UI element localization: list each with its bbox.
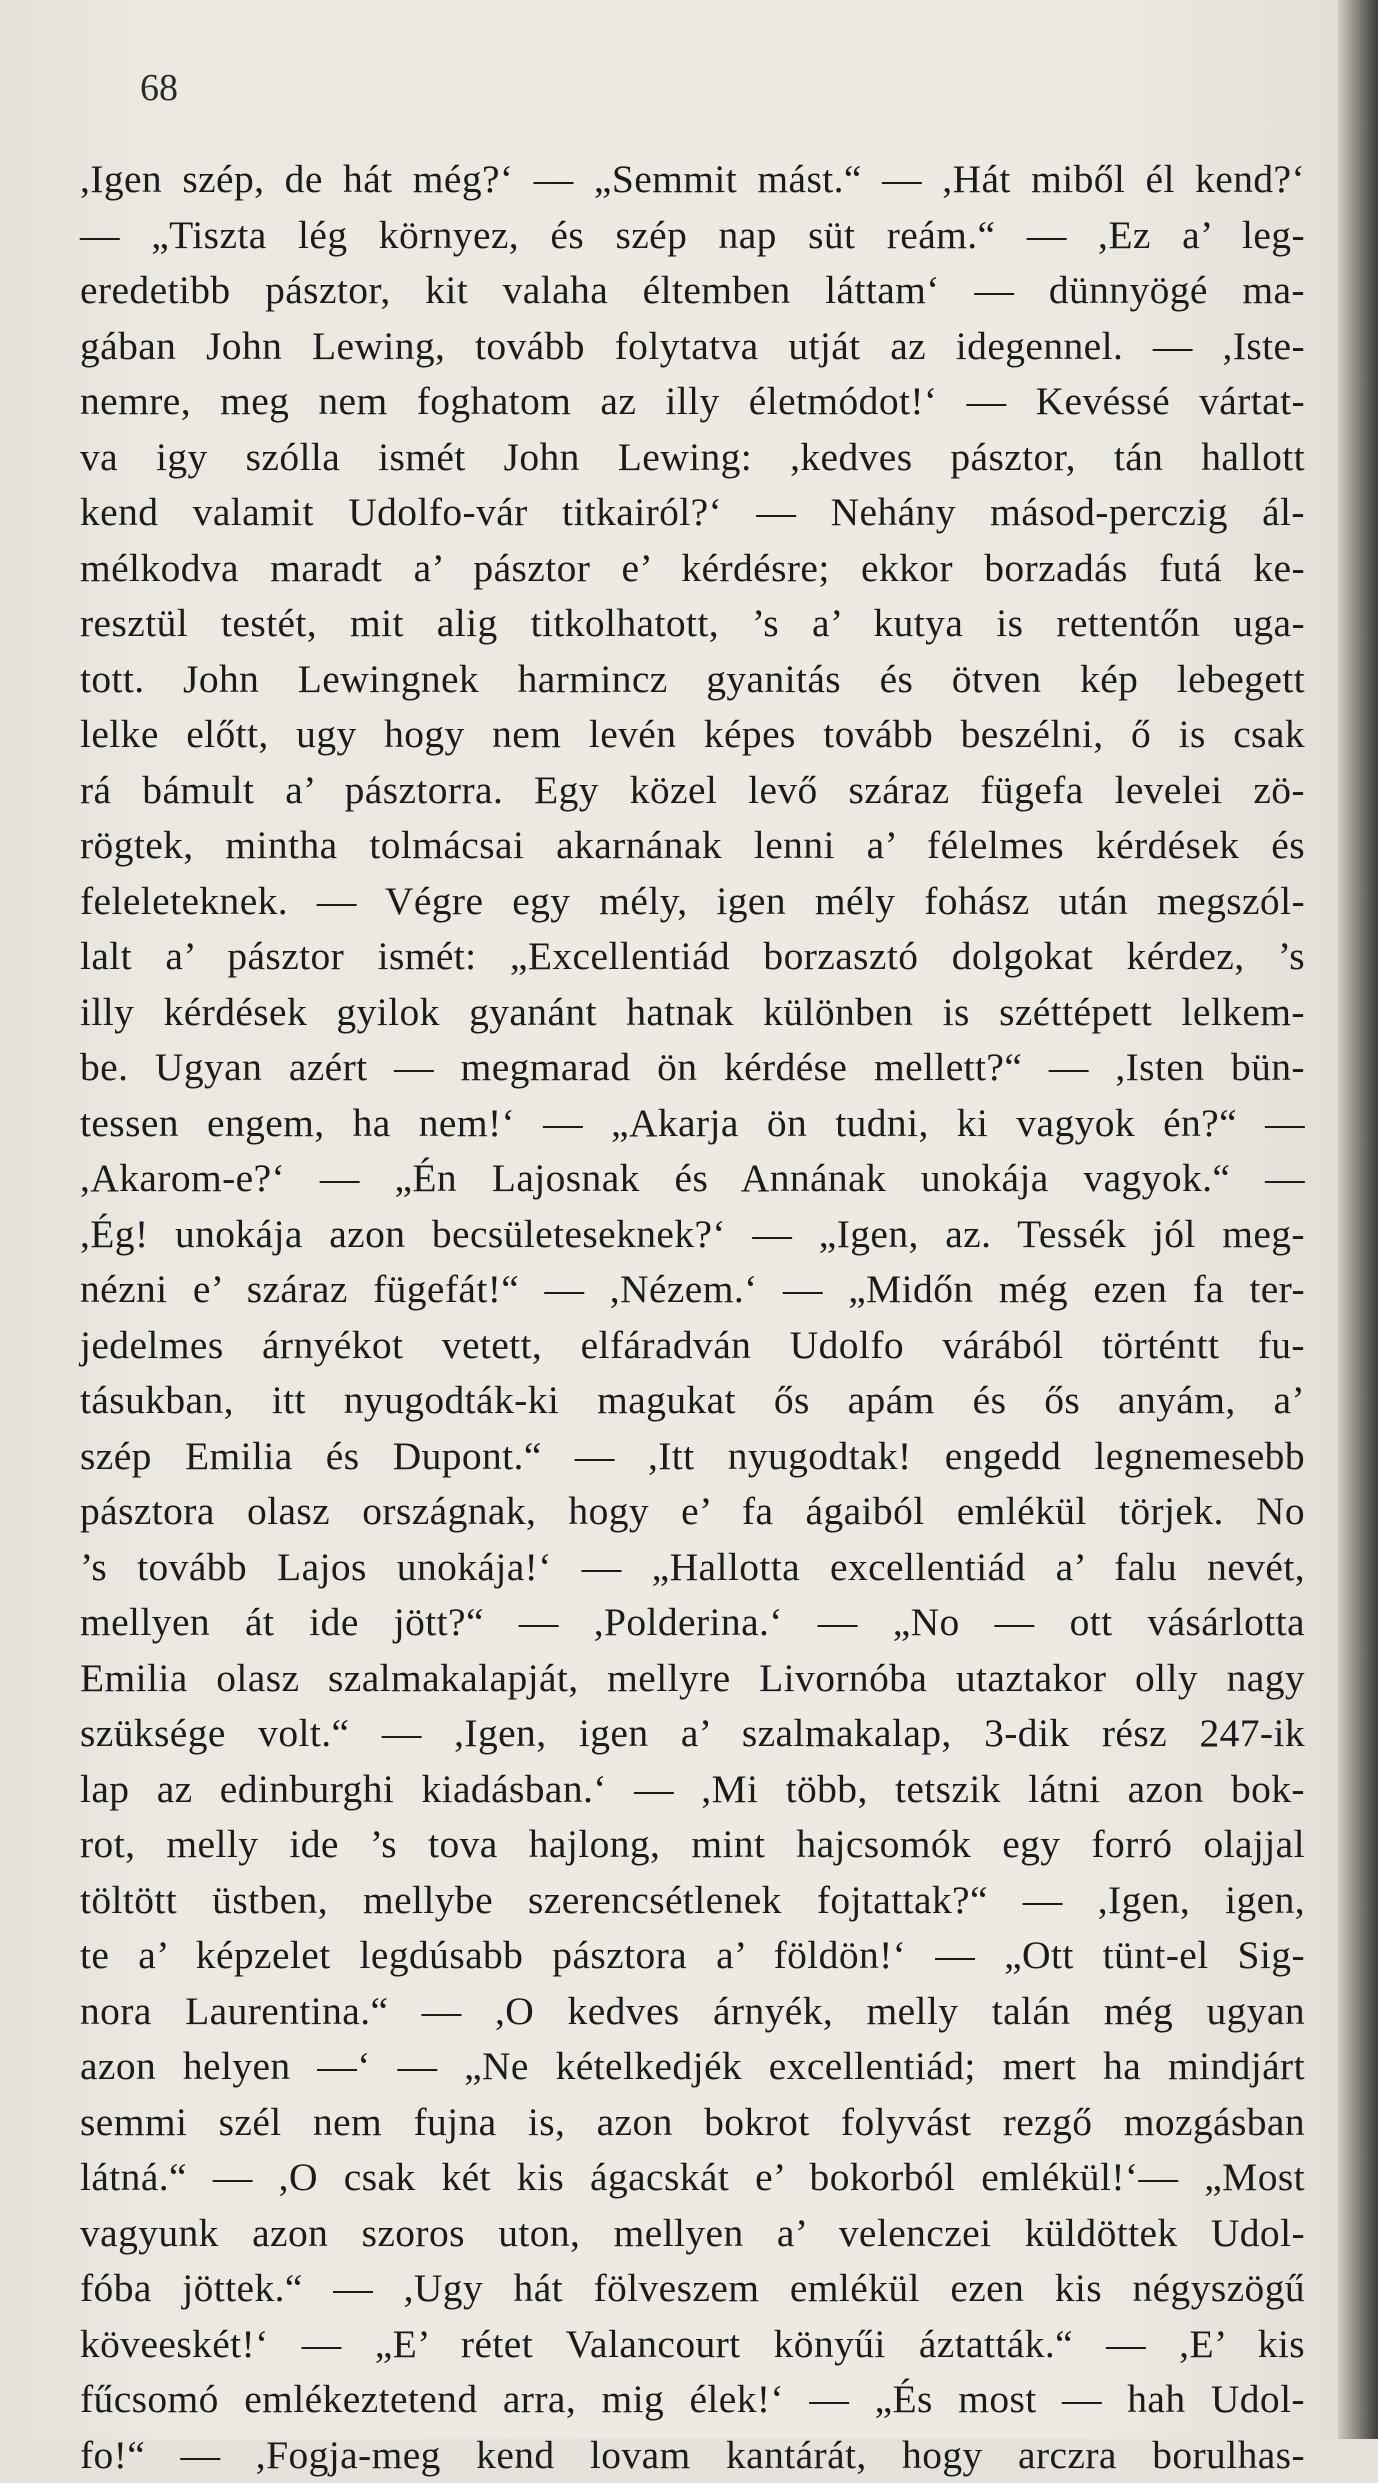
text-line: resztül testét, mit alig titkolhatott, ’s a’ kutya is rettentőn uga- [80,596,1305,652]
text-line: köveeskét!‘ — „E’ rétet Valancourt könyűi áztatták.“ — ,E’ kis [80,2317,1305,2373]
text-line: ,Igen szép, de hát még?‘ — „Semmit mást.“ — ,Hát miből él kend?‘ [80,152,1305,208]
text-line: lap az edinburghi kiadásban.‘ — ,Mi több, tetszik látni azon bok- [80,1762,1305,1818]
text-line: Emilia olasz szalmakalapját, mellyre Livornóba utaztakor olly nagy [80,1651,1305,1707]
text-line: ,Ég! unokája azon becsületeseknek?‘ — „Igen, az. Tessék jól meg- [80,1207,1305,1263]
text-line: nemre, meg nem foghatom az illy életmódot!‘ — Kevéssé vártat- [80,374,1305,430]
text-line: töltött üstben, mellybe szerencsétlenek fojtattak?“ — ,Igen, igen, [80,1873,1305,1929]
text-line: gában John Lewing, tovább folytatva utját az idegennel. — ,Iste- [80,319,1305,375]
text-line: szüksége volt.“ — ,Igen, igen a’ szalmakalap, 3-dik rész 247-ik [80,1706,1305,1762]
text-line: pásztora olasz országnak, hogy e’ fa ágaiból emlékül törjek. No [80,1484,1305,1540]
text-line: — „Tiszta lég környez, és szép nap süt reám.“ — ,Ez a’ leg- [80,208,1305,264]
page-edge-shadow [1338,0,1378,2439]
text-line: va igy szólla ismét John Lewing: ,kedves pásztor, tán hallott [80,430,1305,486]
text-line: rot, melly ide ’s tova hajlong, mint hajcsomók egy forró olajjal [80,1817,1305,1873]
text-line: tásukban, itt nyugodták-ki magukat ős apám és ős anyám, a’ [80,1373,1305,1429]
text-line: látná.“ — ,O csak két kis ágacskát e’ bokorból emlékül!‘— „Most [80,2150,1305,2206]
text-line: illy kérdések gyilok gyanánt hatnak különben is széttépett lelkem- [80,985,1305,1041]
text-line: te a’ képzelet legdúsabb pásztora a’ földön!‘ — „Ott tünt-el Sig- [80,1928,1305,1984]
text-line: semmi szél nem fujna is, azon bokrot folyvást rezgő mozgásban [80,2095,1305,2151]
text-line: mellyen át ide jött?“ — ,Polderina.‘ — „No — ott vásárlotta [80,1595,1305,1651]
text-line: rögtek, mintha tolmácsai akarnának lenni a’ félelmes kérdések és [80,818,1305,874]
text-line: vagyunk azon szoros uton, mellyen a’ velenczei küldöttek Udol- [80,2206,1305,2262]
text-line: feleleteknek. — Végre egy mély, igen mély fohász után megszól- [80,874,1305,930]
text-line: tessen engem, ha nem!‘ — „Akarja ön tudni, ki vagyok én?“ — [80,1096,1305,1152]
text-line: fóba jöttek.“ — ,Ugy hát fölveszem emlékül ezen kis négyszögű [80,2261,1305,2317]
page-number: 68 [140,66,178,110]
body-text [80,152,1305,2483]
text-line: be. Ugyan azért — megmarad ön kérdése mellett?“ — ,Isten bün- [80,1040,1305,1096]
text-line: rá bámult a’ pásztorra. Egy közel levő száraz fügefa levelei zö- [80,763,1305,819]
text-line: tott. John Lewingnek harmincz gyanitás és ötven kép lebegett [80,652,1305,708]
text-line: fo!“ — ,Fogja-meg kend lovam kantárát, hogy arczra borulhas- [80,2428,1305,2483]
text-line: mélkodva maradt a’ pásztor e’ kérdésre; ekkor borzadás futá ke- [80,541,1305,597]
text-line: szép Emilia és Dupont.“ — ,Itt nyugodtak! engedd legnemesebb [80,1429,1305,1485]
text-line: azon helyen —‘ — „Ne kételkedjék excellentiád; mert ha mindjárt [80,2039,1305,2095]
text-line: ,Akarom-e?‘ — „Én Lajosnak és Annának unokája vagyok.“ — [80,1151,1305,1207]
text-line: lelke előtt, ugy hogy nem levén képes tovább beszélni, ő is csak [80,707,1305,763]
text-line: lalt a’ pásztor ismét: „Excellentiád borzasztó dolgokat kérdez, ’s [80,929,1305,985]
text-line: jedelmes árnyékot vetett, elfáradván Udolfo várából történtt fu- [80,1318,1305,1374]
text-line: fűcsomó emlékeztetend arra, mig élek!‘ — „És most — hah Udol- [80,2372,1305,2428]
text-line: kend valamit Udolfo-vár titkairól?‘ — Nehány másod-perczig ál- [80,485,1305,541]
text-line: nézni e’ száraz fügefát!“ — ,Nézem.‘ — „Midőn még ezen fa ter- [80,1262,1305,1318]
text-line: ’s tovább Lajos unokája!‘ — „Hallotta excellentiád a’ falu nevét, [80,1540,1305,1596]
text-line: eredetibb pásztor, kit valaha éltemben láttam‘ — dünnyögé ma- [80,263,1305,319]
text-line: nora Laurentina.“ — ,O kedves árnyék, melly talán még ugyan [80,1984,1305,2040]
